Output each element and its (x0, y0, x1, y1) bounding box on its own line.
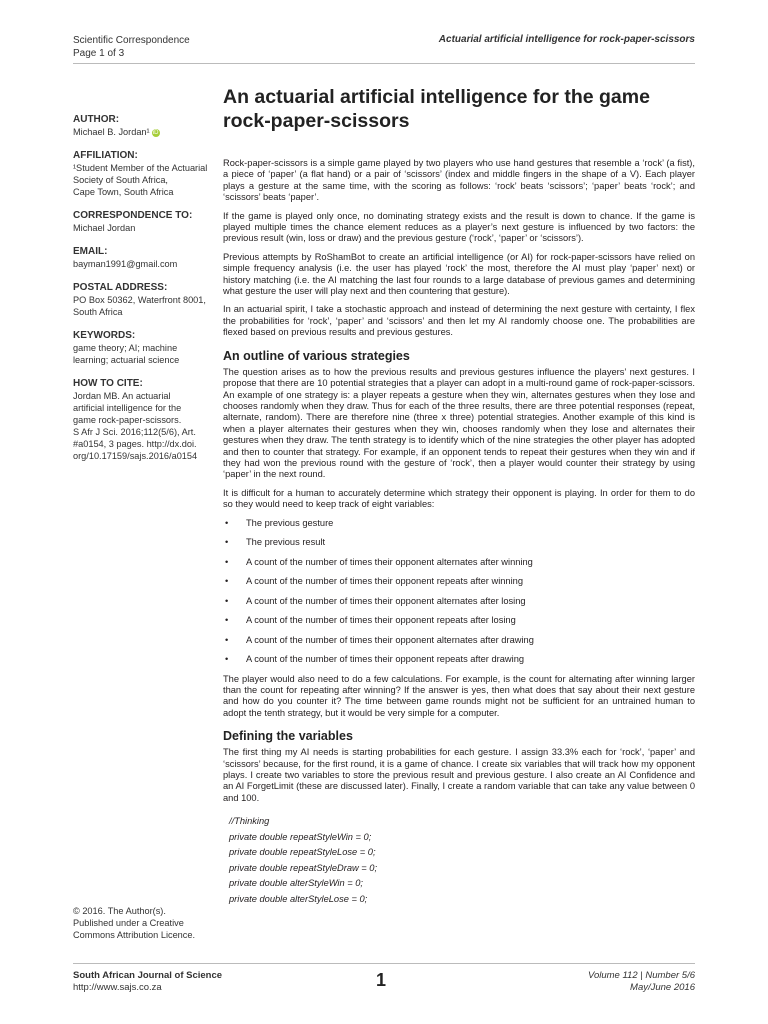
body-paragraph: The question arises as to how the previous results and previous gestures influence the players’ next gestures. I propose that there are 10 potential strategies that a player can adopt in a multi-round game of rock-paper-scissors. An example of one strategy is: a player repeats a gesture when they win, alternates gestures when they lose and chooses randomly when they draw. Thus for each of the three results, there are three potential responses (repeat, alternate, random). There are therefore nine (three x three) potential strategies. Another example of this kind is when a player alternates their gestures when they win, chooses randomly when they lose and alternates their gestures when they draw. The tenth strategy is to identify which of the nine strategies the other player has adopted and then to counter that strategy. For example, if an opponent tends to repeat their gestures when they win and if they had won the previous round with the gesture of ‘rock’, then a player would counter their strategy by using ‘paper’ in the next round. (223, 366, 695, 480)
code-line: //Thinking (229, 816, 270, 827)
intro-paragraph: If the game is played only once, no dominating strategy exists and the result is down to chance. If the game is played multiple times the chance element reduces as a player’s next gesture is influenced by two factors: the previous result (win, loss or draw) and the previous gesture (‘rock’, ‘paper’ or ‘scissors’). (223, 210, 695, 244)
footer-divider (73, 963, 695, 964)
code-line: private double repeatStyleLose = 0; (229, 847, 376, 858)
body-paragraph: It is difficult for a human to accurately determine which strategy their opponent is playing. In order for them to do so they would need to keep track of eight variables: (223, 487, 695, 510)
bullet-icon: • (225, 654, 229, 665)
volume-number: Volume 112 | Number 5/6 (587, 970, 695, 981)
intro-paragraph: Rock-paper-scissors is a simple game played by two players who use hand gestures that resemble a ‘rock’ (a fist), a piece of ‘paper’ (a flat hand) or a pair of ‘scissors’ (index and middle fingers in the shape of a V). Each player plays a gesture at the same time, with the scoring as follows: ‘rock’ beats ‘scissors’; ‘paper’ beats ‘rock’; and ‘scissors’ beats ‘paper’. (223, 158, 695, 203)
list-item-text: A count of the number of times their opponent alternates after winning (246, 556, 533, 567)
code-block (229, 814, 695, 907)
bullet-icon: • (225, 634, 229, 645)
orcid-icon[interactable]: iD (152, 129, 159, 136)
intro-paragraph: Previous attempts by RoShamBot to create an artificial intelligence (or AI) for rock-paper-scissors have relied on simple frequency analysis (i.e. the user has played ‘rock’ the most, therefore the AI must play ‘paper’ next) or history matching (i.e. the AI matching the last four rounds to a large database of previous games and determining what gesture the user will play next and then countering that gesture). (223, 251, 695, 297)
list-item-text: A count of the number of times their opponent repeats after winning (246, 576, 524, 587)
list-item (223, 557, 695, 568)
issue-date: May/June 2016 (630, 982, 695, 993)
code-line: private double alterStyleLose = 0; (229, 893, 368, 904)
journal-url[interactable]: http://www.sajs.co.za (73, 982, 162, 993)
list-item (223, 635, 695, 646)
license-notice: © 2016. The Author(s). Published under a Creative Commons Attribution Licence. (73, 906, 196, 940)
list-item-text: A count of the number of times their opponent alternates after losing (246, 595, 526, 606)
author-name: Michael B. Jordan¹ (73, 127, 150, 137)
body-paragraph: The player would also need to do a few calculations. For example, is the count for alternating after winning larger than the count for repeating after winning? If the answer is yes, then what does that say about their next gesture and how do you counter it? The time between game rounds might not be sufficient for an untrained human to adopt the tenth strategy, but it would be very simple for a computer. (223, 673, 695, 718)
postal-address: PO Box 50362, Waterfront 8001, South Africa (73, 295, 206, 317)
list-item-text: The previous result (246, 537, 326, 548)
affiliation-label: AFFILIATION: (73, 150, 138, 161)
correspondence-text: Michael Jordan (73, 223, 136, 233)
correspondence-label: CORRESPONDENCE TO: (73, 210, 193, 221)
email-label: EMAIL: (73, 246, 108, 257)
list-item (223, 596, 695, 607)
running-title: Actuarial artificial intelligence for rock-paper-scissors (438, 34, 695, 45)
bullet-icon: • (225, 576, 229, 587)
journal-name: South African Journal of Science (73, 970, 223, 981)
bullet-icon: • (225, 517, 229, 528)
cite-label: HOW TO CITE: (73, 378, 143, 389)
article-body (223, 85, 695, 907)
article-info-sidebar (73, 114, 208, 462)
bullet-icon: • (225, 556, 229, 567)
page-count: Page 1 of 3 (73, 48, 125, 59)
author-line (73, 126, 208, 138)
list-item (223, 654, 695, 665)
email-address[interactable]: bayman1991@gmail.com (73, 259, 178, 269)
body-paragraph: The first thing my AI needs is starting probabilities for each gesture. I assign 33.3% each for ‘rock’, ‘paper’ and ‘scissors’ because, for the first round, it is a game of chance. I create six variables that will track how my opponent plays. I create two variables to store the previous result and previous gesture. I also create an AI Confidence and an AI ForgetLimit (these are discussed later). Finally, I create a random variable that can take any value between 0 and 100. (223, 747, 695, 803)
code-line: private double repeatStyleDraw = 0; (229, 862, 378, 873)
code-line: private double repeatStyleWin = 0; (229, 831, 372, 842)
variables-list (223, 518, 695, 666)
section-heading-strategies: An outline of various strategies (223, 348, 410, 363)
footer-issue-info (588, 970, 695, 994)
running-header-left (73, 34, 190, 60)
list-item-text: The previous gesture (246, 517, 334, 528)
list-item (223, 537, 695, 548)
header-divider (73, 63, 695, 64)
bullet-icon: • (225, 595, 229, 606)
footer-journal-info (73, 970, 222, 994)
keywords-text: game theory; AI; machine learning; actuarial science (73, 343, 180, 365)
postal-label: POSTAL ADDRESS: (73, 282, 168, 293)
list-item (223, 576, 695, 587)
list-item-text: A count of the number of times their opponent repeats after losing (246, 615, 516, 626)
keywords-label: KEYWORDS: (73, 330, 136, 341)
bullet-icon: • (225, 615, 229, 626)
article-title: An actuarial artificial intelligence for the game rock-paper-scissors (223, 86, 650, 132)
list-item (223, 518, 695, 529)
page-number: 1 (376, 970, 387, 990)
intro-paragraph: In an actuarial spirit, I take a stochastic approach and instead of determining the next gesture with certainty, I flex the probabilities for ‘rock’, ‘paper’ and ‘scissors’ and then let my AI randomly choose one. The probabilities are flexed based on previous results and previous gestures. (223, 304, 695, 338)
code-line: private double alterStyleWin = 0; (229, 878, 364, 889)
journal-section: Scientific Correspondence (73, 35, 190, 46)
affiliation-text: ¹Student Member of the Actuarial Society of South Africa, Cape Town, South Africa (73, 163, 208, 197)
list-item-text: A count of the number of times their opponent repeats after drawing (246, 654, 525, 665)
list-item (223, 615, 695, 626)
citation-text[interactable]: Jordan MB. An actuarial artificial intelligence for the game rock-paper-scissors. S Afr J Sci. 2016;112(5/6), Art. #a0154, 3 pages. http://dx.doi. org/10.17159/sajs.2016/a0154 (73, 391, 198, 461)
list-item-text: A count of the number of times their opponent alternates after drawing (246, 634, 534, 645)
bullet-icon: • (225, 537, 229, 548)
author-label: AUTHOR: (73, 114, 120, 125)
section-heading-variables: Defining the variables (223, 729, 353, 744)
